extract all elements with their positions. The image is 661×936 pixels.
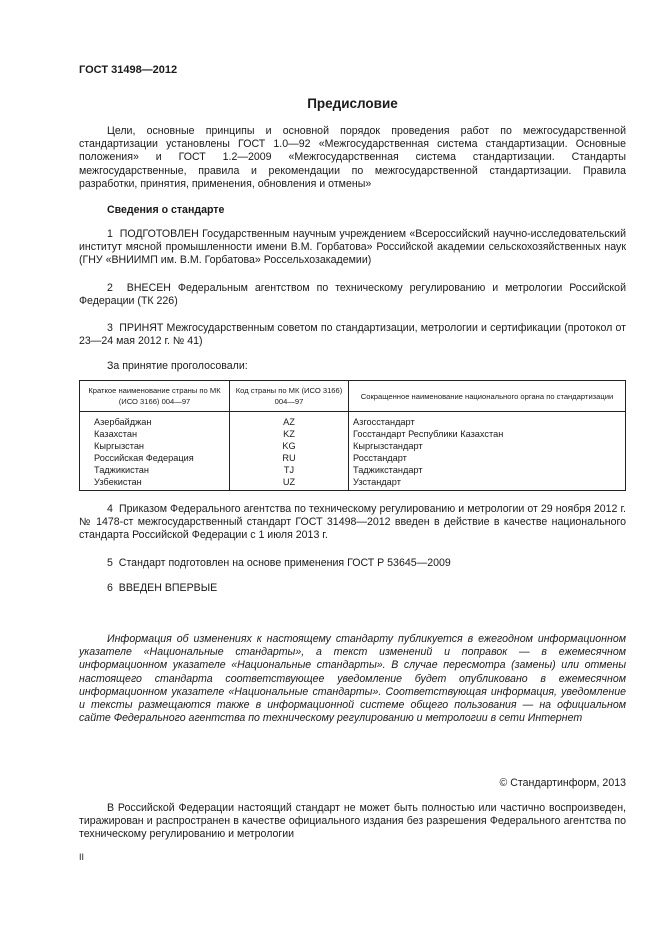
amendments-notice: Информация об изменениях к настоящему стандарту публикуется в ежегодном информационном указателе «Национальные стандарты», а текст изменений и поправок — в ежемесячном информационном указателе «Национальные стандарты». В случае пересмотра (замены) или отмены настоящего стандарта соответствующее уведомление будет опубликовано в ежемесячном информационном указателе «Национальные стандарты». Соответствующая информация, уведомление и тексты размещаются также в информационной системе общего пользования — на официальном сайте Федерального агентства по техническому регулированию и метрологии в сети Интернет [79, 633, 626, 725]
item-number: 6 [107, 582, 113, 594]
table-header-row [80, 381, 626, 412]
item-text: ПРИНЯТ Межгосударственным советом по стандартизации, метрологии и сертификации (протокол от 23—24 мая 2012 г. № 41) [79, 322, 626, 348]
item-text: ВНЕСЕН Федеральным агентством по техническому регулированию и метрологии Российской Федерации (ТК 226) [79, 282, 626, 308]
item-text: Приказом Федерального агентства по техническому регулированию и метрологии от 29 ноября 2012 г. № 1478-ст межгосударственный стандарт ГОСТ 31498—2012 введен в действие в качестве национального стандарта Российской Федерации с 1 июля 2013 г. [79, 503, 626, 542]
cell-national-body: Узстандарт [349, 476, 626, 491]
cell-national-body: Азгосстандарт [349, 412, 626, 429]
header-country: Краткое наименование страны по МК (ИСО 3166) 004—97 [80, 381, 230, 412]
cell-country: Кыргызстан [80, 440, 230, 452]
cell-code: RU [230, 452, 349, 464]
cell-national-body: Кыргызстандарт [349, 440, 626, 452]
voting-countries-table [79, 380, 626, 491]
cell-national-body: Госстандарт Республики Казахстан [349, 428, 626, 440]
table-row [80, 476, 626, 491]
standard-info-heading: Сведения о стандарте [107, 204, 225, 216]
table-row [80, 464, 626, 476]
cell-country: Российская Федерация [80, 452, 230, 464]
table-row [80, 440, 626, 452]
cell-code: TJ [230, 464, 349, 476]
item-1 [79, 228, 626, 268]
cell-code: KZ [230, 428, 349, 440]
item-6 [79, 582, 626, 595]
cell-country: Таджикистан [80, 464, 230, 476]
intro-paragraph: Цели, основные принципы и основной порядок проведения работ по межгосударственной стандартизации установлены ГОСТ 1.0—92 «Межгосударственная система стандартизации. Основные положения» и ГОСТ 1.2—2009 «Межгосударственная система стандартизации. Стандарты межгосударственные, правила и рекомендации по межгосударственной стандартизации. Правила разработки, принятия, применения, обновления и отмены» [79, 125, 626, 190]
cell-national-body: Росстандарт [349, 452, 626, 464]
page-number: II [79, 852, 85, 862]
item-number: 1 [107, 228, 113, 240]
voted-label: За принятие проголосовали: [107, 360, 248, 372]
cell-country: Азербайджан [80, 412, 230, 429]
cell-code: AZ [230, 412, 349, 429]
item-5 [79, 557, 626, 570]
item-number: 2 [107, 282, 113, 294]
item-text: Стандарт подготовлен на основе применения ГОСТ Р 53645—2009 [118, 557, 451, 569]
cell-national-body: Таджикстандарт [349, 464, 626, 476]
rights-notice: В Российской Федерации настоящий стандарт не может быть полностью или частично воспроизведен, тиражирован и распространен в качестве официального издания без разрешения Федерального агентства по техническому регулированию и метрологии [79, 802, 626, 841]
item-text: ВВЕДЕН ВПЕРВЫЕ [118, 582, 218, 594]
cell-code: KG [230, 440, 349, 452]
cell-code: UZ [230, 476, 349, 491]
cell-country: Узбекистан [80, 476, 230, 491]
header-code: Код страны по МК (ИСО 3166) 004—97 [230, 381, 349, 412]
item-3 [79, 322, 626, 348]
item-number: 5 [107, 557, 113, 569]
header-national-body: Сокращенное наименование национального органа по стандартизации [349, 381, 626, 412]
item-number: 3 [107, 322, 113, 334]
table-row [80, 412, 626, 429]
item-number: 4 [107, 503, 113, 515]
document-code: ГОСТ 31498—2012 [79, 64, 178, 76]
item-text: ПОДГОТОВЛЕН Государственным научным учреждением «Всероссийский научно-исследовательский институт мясной промышленности имени В.М. Горбатова» Российской академии сельскохозяйственных наук (ГНУ «ВНИИМП им. В.М. Горбатова» Россельхозакадемии) [79, 228, 626, 267]
item-4 [79, 503, 626, 543]
cell-country: Казахстан [80, 428, 230, 440]
page-title: Предисловие [307, 96, 398, 111]
table-row [80, 428, 626, 440]
copyright-notice: © Стандартинформ, 2013 [499, 777, 626, 789]
item-2 [79, 282, 626, 308]
table-row [80, 452, 626, 464]
